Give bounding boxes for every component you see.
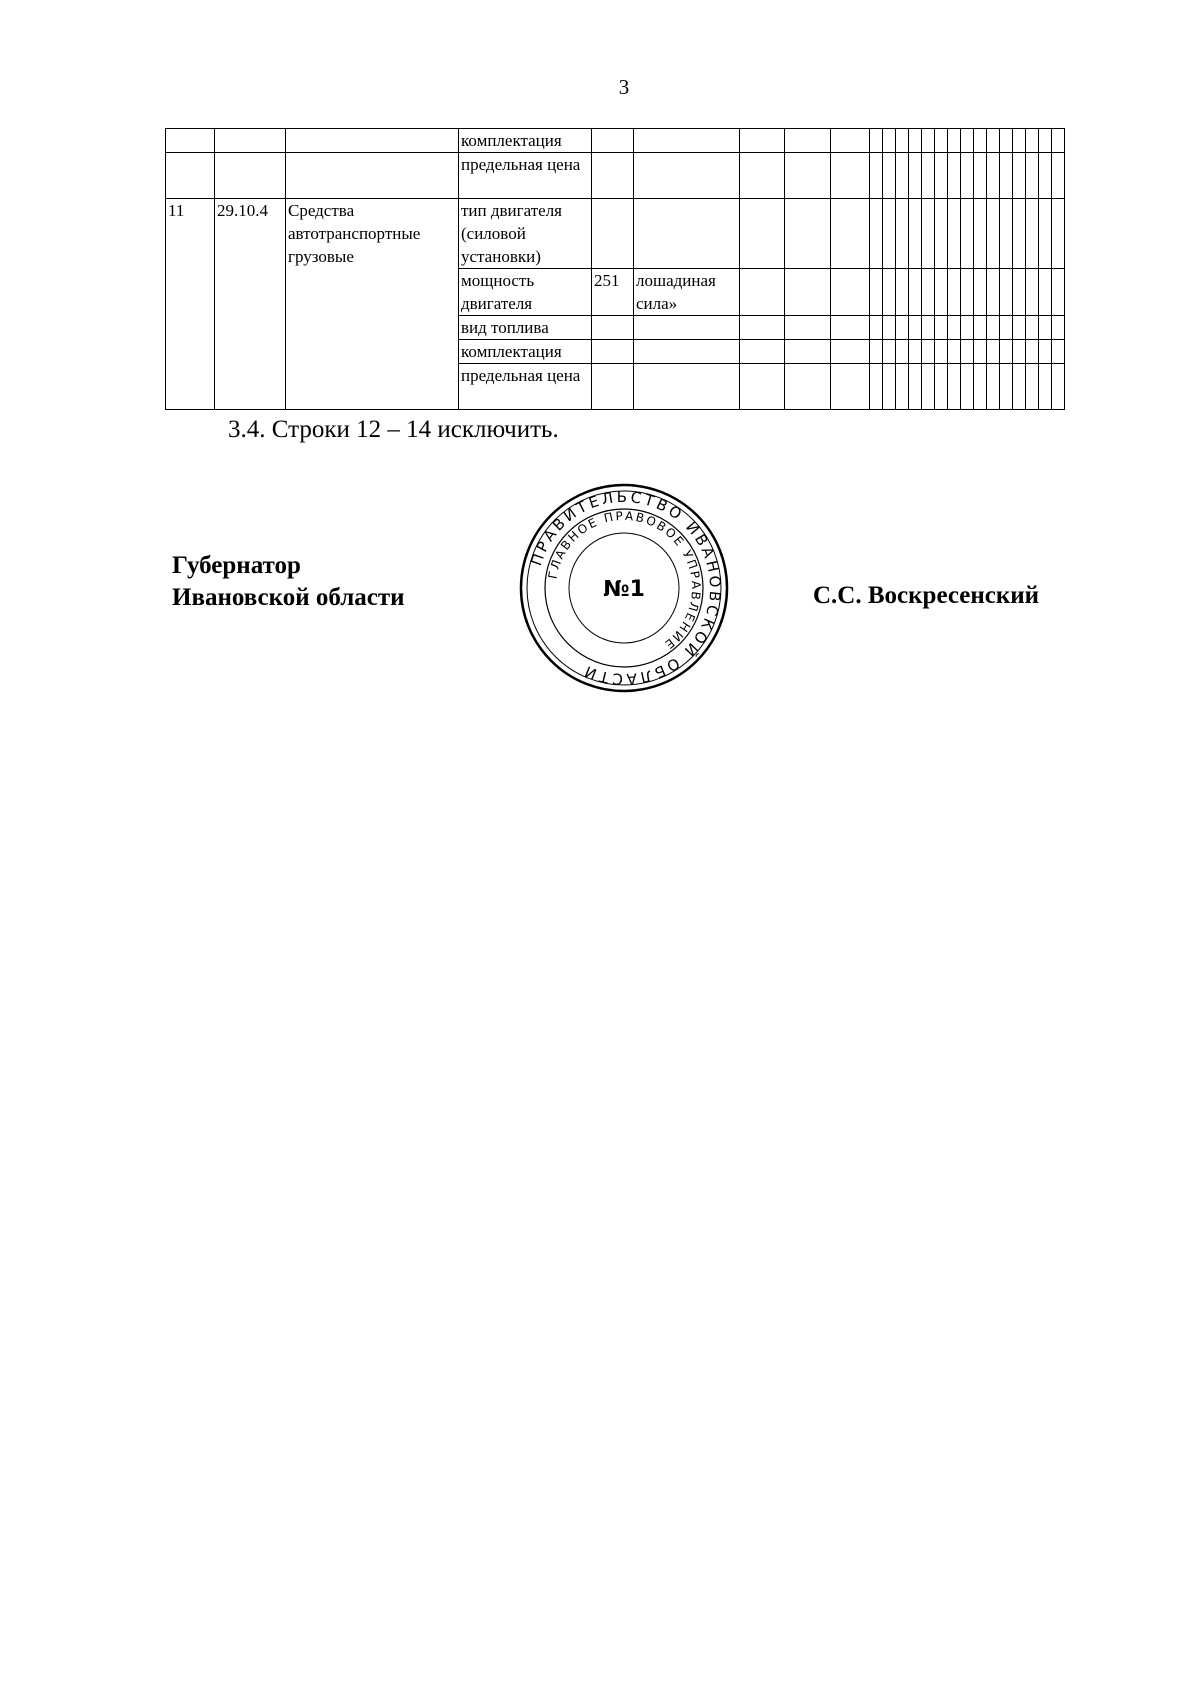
table-cell [634, 153, 740, 199]
table-cell-blank [1013, 153, 1026, 199]
stamp-inner-text: ГЛАВНОЕ ПРАВОВОЕ УПРАВЛЕНИЕ [545, 508, 704, 653]
official-stamp [518, 482, 730, 694]
table-cell-blank [896, 199, 909, 269]
table-cell-blank [987, 129, 1000, 153]
table-cell-blank [1026, 199, 1039, 269]
table-cell [166, 153, 215, 199]
table-cell-blank [1052, 340, 1065, 364]
table-cell-blank [1052, 316, 1065, 340]
table-cell-blank [1013, 129, 1026, 153]
table-cell [592, 364, 634, 410]
signer-name: С.С. Воскресенский [813, 582, 1040, 609]
table-cell-blank [987, 316, 1000, 340]
table-cell [592, 129, 634, 153]
table-cell [740, 199, 785, 269]
table-cell [785, 129, 831, 153]
table-cell-blank [870, 316, 883, 340]
table-cell-blank [1013, 316, 1026, 340]
table-cell-blank [961, 129, 974, 153]
table-row [166, 129, 1065, 153]
table-cell [831, 153, 870, 199]
table-row [166, 199, 1065, 269]
table-cell: лошадиная сила» [634, 269, 740, 316]
table-cell-blank [909, 129, 922, 153]
stamp-outer-text: ПРАВИТЕЛЬСТВО ИВАНОВСКОЙ ОБЛАСТИ [527, 487, 725, 689]
table-cell: комплектация [459, 340, 592, 364]
table-cell-blank [1000, 364, 1013, 410]
table-cell-blank [870, 364, 883, 410]
table-cell-blank [909, 316, 922, 340]
table-cell-blank [896, 340, 909, 364]
table-cell-blank [1026, 364, 1039, 410]
table-cell-blank [883, 364, 896, 410]
table-cell-blank [1000, 153, 1013, 199]
stamp-number: №1 [603, 577, 645, 602]
table-cell-blank [1013, 199, 1026, 269]
table-cell-blank [1039, 340, 1052, 364]
table-cell-blank [987, 153, 1000, 199]
table-cell-blank [1039, 129, 1052, 153]
table-cell-blank [1013, 269, 1026, 316]
table-cell-blank [922, 364, 935, 410]
characteristics-table [165, 128, 1065, 410]
table-cell [831, 129, 870, 153]
table-cell [785, 340, 831, 364]
table-cell [831, 364, 870, 410]
table-cell-blank [1039, 199, 1052, 269]
table-cell [831, 269, 870, 316]
table-cell-blank [961, 153, 974, 199]
table-cell-blank [974, 364, 987, 410]
table-cell-blank [935, 364, 948, 410]
table-cell [286, 153, 459, 199]
table-cell-blank [896, 316, 909, 340]
table-cell [785, 364, 831, 410]
table-cell-blank [974, 129, 987, 153]
table-cell: тип двигателя (силовой установки) [459, 199, 592, 269]
table-cell [740, 129, 785, 153]
table-cell-blank [961, 364, 974, 410]
table-cell-blank [935, 269, 948, 316]
table-cell-blank [1026, 129, 1039, 153]
table-cell [592, 316, 634, 340]
table-cell [634, 364, 740, 410]
table-cell-blank [935, 199, 948, 269]
table-cell-blank [1052, 269, 1065, 316]
table-cell: вид топлива [459, 316, 592, 340]
table-cell-blank [974, 153, 987, 199]
table-cell-blank [1052, 153, 1065, 199]
table-cell-blank [935, 340, 948, 364]
table-cell-blank [1013, 340, 1026, 364]
table-cell-blank [1000, 340, 1013, 364]
table-cell-blank [961, 316, 974, 340]
table-cell-blank [909, 340, 922, 364]
table-cell-blank [922, 269, 935, 316]
table-cell-blank [935, 129, 948, 153]
table-cell-blank [883, 199, 896, 269]
table-cell-blank [961, 269, 974, 316]
table-cell [740, 316, 785, 340]
table-cell-blank [1026, 340, 1039, 364]
table-cell [785, 199, 831, 269]
table-cell [592, 199, 634, 269]
table-cell-blank [1026, 316, 1039, 340]
signer-title-line-2: Ивановской области [172, 584, 405, 611]
table-cell-blank [1039, 364, 1052, 410]
table-cell-blank [896, 153, 909, 199]
table-cell-blank [948, 364, 961, 410]
table-cell [166, 129, 215, 153]
table-cell-blank [883, 316, 896, 340]
table-cell-blank [987, 364, 1000, 410]
table-cell-blank [948, 199, 961, 269]
table-cell-blank [948, 340, 961, 364]
table-cell [215, 129, 286, 153]
table-cell [740, 340, 785, 364]
table-cell [831, 316, 870, 340]
table-cell-blank [883, 129, 896, 153]
table-cell-blank [987, 340, 1000, 364]
table-cell-blank [896, 129, 909, 153]
table-cell: комплектация [459, 129, 592, 153]
table-cell-blank [935, 316, 948, 340]
table-cell-blank [974, 316, 987, 340]
table-cell-blank [948, 316, 961, 340]
table-cell: 29.10.4 [215, 199, 286, 410]
table-cell-blank [987, 199, 1000, 269]
page-number: 3 [618, 75, 630, 99]
table-cell-blank [948, 269, 961, 316]
table-cell-blank [922, 316, 935, 340]
table-cell-blank [922, 199, 935, 269]
table-cell-blank [870, 340, 883, 364]
table-cell [785, 269, 831, 316]
table-cell-blank [1052, 129, 1065, 153]
clause-3-4: 3.4. Строки 12 – 14 исключить. [228, 416, 559, 443]
table-cell-blank [1039, 153, 1052, 199]
table-cell-blank [883, 340, 896, 364]
table-cell-blank [1039, 269, 1052, 316]
table-cell-blank [883, 269, 896, 316]
table-cell [831, 340, 870, 364]
table-cell-blank [948, 153, 961, 199]
table-cell: 251 [592, 269, 634, 316]
table-cell-blank [1013, 364, 1026, 410]
table-cell [634, 316, 740, 340]
table-cell-blank [909, 199, 922, 269]
table-cell-blank [870, 269, 883, 316]
table-cell-blank [922, 129, 935, 153]
signer-title [172, 550, 405, 614]
table-cell-blank [1039, 316, 1052, 340]
table-cell-blank [896, 269, 909, 316]
table-cell: мощность двигателя [459, 269, 592, 316]
table-cell [592, 340, 634, 364]
table-cell: Средства автотранспортные грузовые [286, 199, 459, 410]
table-cell [634, 199, 740, 269]
table-cell-blank [870, 199, 883, 269]
table-cell-blank [909, 364, 922, 410]
table-cell-blank [935, 153, 948, 199]
table-cell-blank [896, 364, 909, 410]
table-cell [831, 199, 870, 269]
table-cell [740, 269, 785, 316]
table-cell-blank [1052, 199, 1065, 269]
table-cell-blank [1026, 153, 1039, 199]
table-cell-blank [974, 340, 987, 364]
table-cell-blank [870, 153, 883, 199]
table-cell [785, 316, 831, 340]
table-cell-blank [1026, 269, 1039, 316]
table-cell-blank [922, 340, 935, 364]
table-cell-blank [1000, 269, 1013, 316]
table-cell-blank [948, 129, 961, 153]
table-cell [785, 153, 831, 199]
table-cell-blank [909, 153, 922, 199]
table-cell-blank [922, 153, 935, 199]
table-cell: предельная цена [459, 153, 592, 199]
table-cell [286, 129, 459, 153]
signer-title-line-1: Губернатор [172, 552, 301, 579]
table-cell-blank [974, 269, 987, 316]
table-cell [740, 153, 785, 199]
table-cell [215, 153, 286, 199]
table-cell [634, 340, 740, 364]
table-cell-blank [1052, 364, 1065, 410]
table-cell [740, 364, 785, 410]
table-cell-blank [987, 269, 1000, 316]
table-cell-blank [961, 199, 974, 269]
table-cell-blank [961, 340, 974, 364]
table-row [166, 153, 1065, 199]
table-cell-blank [974, 199, 987, 269]
table-cell-blank [1000, 316, 1013, 340]
table-cell-blank [909, 269, 922, 316]
table-cell-blank [883, 153, 896, 199]
table-cell: 11 [166, 199, 215, 410]
table-cell-blank [870, 129, 883, 153]
table-cell: предельная цена [459, 364, 592, 410]
table-cell [592, 153, 634, 199]
table-cell [634, 129, 740, 153]
table-cell-blank [1000, 199, 1013, 269]
table-cell-blank [1000, 129, 1013, 153]
